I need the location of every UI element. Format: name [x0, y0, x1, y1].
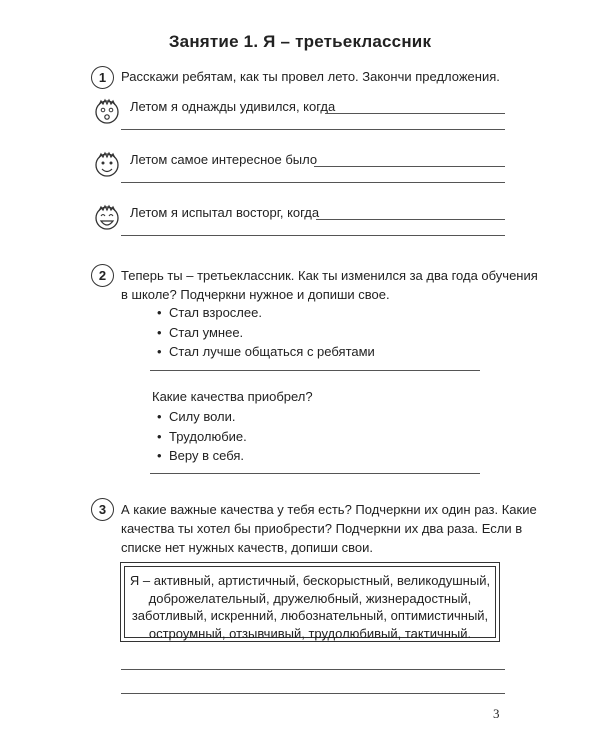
page-number: 3	[493, 706, 500, 721]
prompt-1-answer-line-2[interactable]	[121, 129, 505, 130]
qualities-box	[120, 562, 500, 642]
quality-item[interactable]: • Силу воли.	[157, 407, 247, 427]
qualities-box-line-1[interactable]: Я – активный, артистичный, бескорыстный, великодушный,	[129, 573, 491, 588]
changes-list	[157, 303, 375, 362]
task-3-instruction-line-3: списке нет нужных качеств, допиши свои.	[121, 540, 373, 555]
task-3-answer-line-1[interactable]	[121, 669, 505, 670]
prompt-3-answer-line-2[interactable]	[121, 235, 505, 236]
qualities-box-line-4[interactable]: остроумный, отзывчивый, трудолюбивый, тактичный.	[148, 625, 472, 641]
task-3-instruction-line-1: А какие важные качества у тебя есть? Подчеркни их один раз. Какие	[121, 502, 537, 517]
prompt-3-answer-line[interactable]	[316, 219, 505, 220]
qualities-box-inner	[124, 566, 496, 641]
quality-item[interactable]: • Трудолюбие.	[157, 427, 247, 447]
qualities-answer-line[interactable]	[150, 473, 480, 474]
surprised-face-icon	[92, 96, 122, 126]
task-2-instruction-line-2: в школе? Подчеркни нужное и допиши свое.	[121, 287, 390, 302]
task-2-number-badge: 2	[91, 264, 114, 287]
prompt-3-text: Летом я испытал восторг, когда	[130, 205, 320, 220]
page-title: Занятие 1. Я – третьеклассник	[168, 32, 432, 51]
delighted-face-icon	[92, 202, 122, 232]
task-3-number-badge: 3	[91, 498, 114, 521]
prompt-1-text: Летом я однажды удивился, когда	[130, 99, 336, 114]
prompt-1-answer-line[interactable]	[325, 113, 505, 114]
qualities-question: Какие качества приобрел?	[152, 389, 313, 404]
smiling-face-icon	[92, 149, 122, 179]
task-2-instruction-line-1: Теперь ты – третьеклассник. Как ты изменился за два года обучения	[121, 268, 538, 283]
change-item[interactable]: • Стал лучше общаться с ребятами	[157, 342, 375, 362]
change-item[interactable]: • Стал взрослее.	[157, 303, 375, 323]
change-item[interactable]: • Стал умнее.	[157, 323, 375, 343]
task-1-instruction: Расскажи ребятам, как ты провел лето. Закончи предложения.	[121, 69, 500, 84]
quality-item[interactable]: • Веру в себя.	[157, 446, 247, 466]
prompt-2-answer-line-2[interactable]	[121, 182, 505, 183]
qualities-list	[157, 407, 247, 466]
prompt-2-answer-line[interactable]	[314, 166, 505, 167]
task-3-answer-line-2[interactable]	[121, 693, 505, 694]
qualities-box-line-3[interactable]: заботливый, искренний, любознательный, оптимистичный,	[131, 608, 489, 623]
prompt-2-text: Летом самое интересное было	[130, 152, 318, 167]
qualities-box-line-2[interactable]: доброжелательный, дружелюбный, жизнерадостный,	[148, 590, 472, 606]
task-3-instruction-line-2: качества ты хотел бы приобрести? Подчеркни их два раза. Если в	[121, 521, 523, 536]
changes-answer-line[interactable]	[150, 370, 480, 371]
task-1-number-badge: 1	[91, 66, 114, 89]
